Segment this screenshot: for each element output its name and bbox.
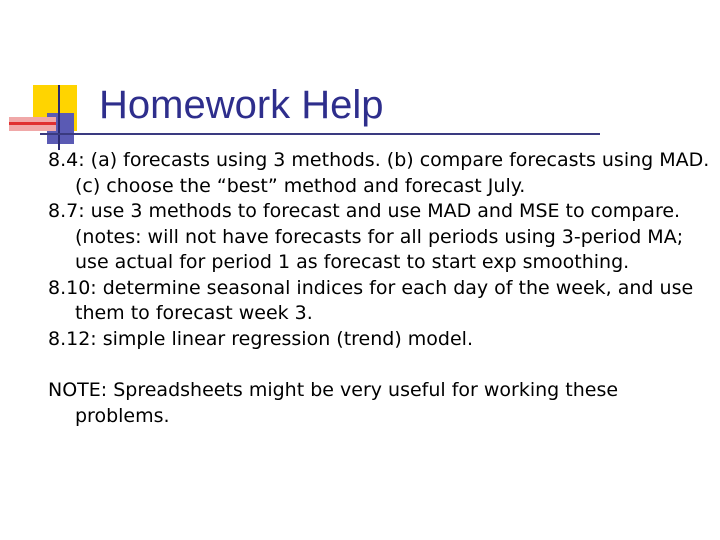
decor-red-line	[9, 122, 56, 125]
list-item: 8.7: use 3 methods to forecast and use MAD and MSE to compare. (notes: will not have forecasts for all periods using 3-period MA; use actual for period 1 as forecast to start exp smoothing.	[48, 200, 684, 273]
slide-body	[48, 148, 713, 429]
slide-title: Homework Help	[99, 83, 384, 127]
list-item: 8.10: determine seasonal indices for each day of the week, and use them to forecast week 3.	[48, 276, 694, 324]
list-item: 8.12: simple linear regression (trend) model.	[48, 327, 473, 350]
note-text: NOTE: Spreadsheets might be very useful for working these problems.	[48, 379, 619, 427]
decor-vertical-line	[58, 85, 60, 150]
title-underline	[40, 133, 600, 135]
list-item: 8.4: (a) forecasts using 3 methods. (b) compare forecasts using MAD. (c) choose the “best” method and forecast July.	[48, 149, 710, 197]
